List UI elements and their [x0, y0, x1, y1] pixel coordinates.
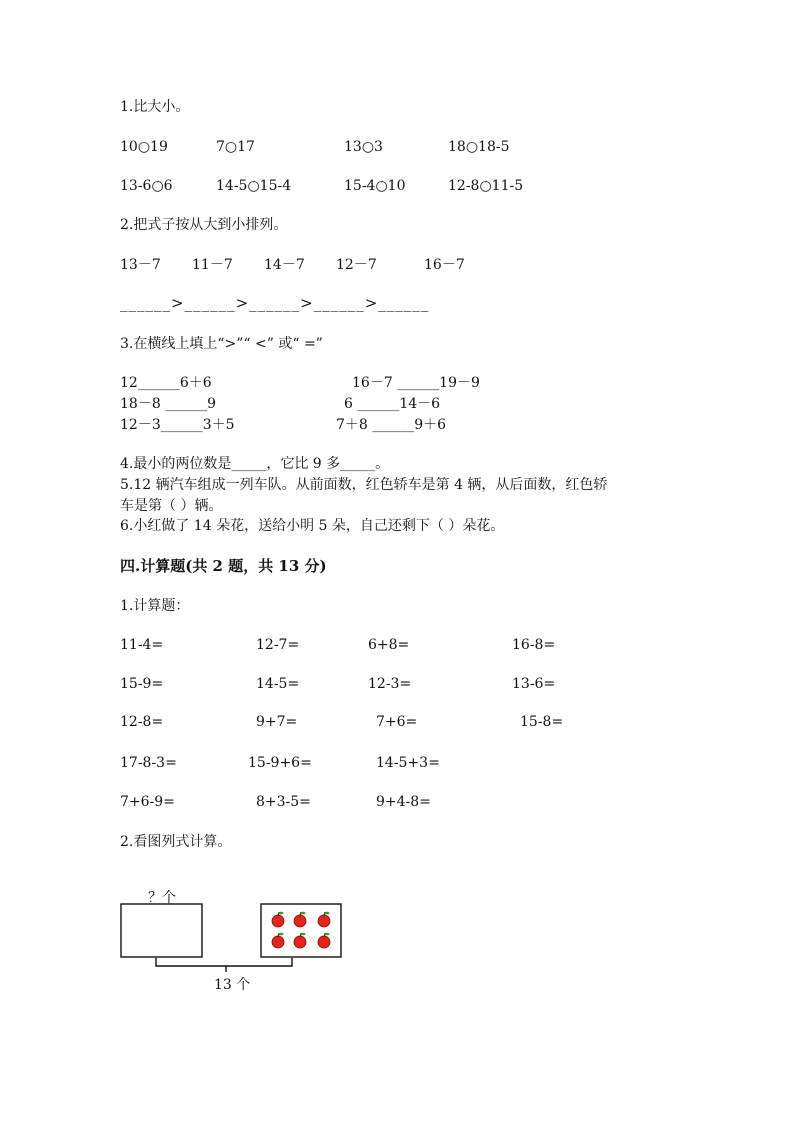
q3-left-item: 12－3______3＋5: [120, 417, 235, 433]
q1-item: 7○17: [216, 139, 255, 155]
q3-right-item: 6 ______14－6: [344, 396, 441, 412]
q5-line2: 车是第（ ）辆。: [120, 498, 223, 514]
q2-expr: 14－7: [264, 257, 305, 273]
calc-item: 15-9=: [120, 676, 164, 692]
q2-expr: 12－7: [336, 257, 377, 273]
apple-group: [272, 912, 330, 948]
calc-item: 15-9+6=: [248, 755, 312, 771]
q3-left-item: 18－8 ______9: [120, 396, 217, 412]
calc-item: 12-8=: [120, 714, 164, 730]
calc-item: 9+4-8=: [376, 794, 431, 810]
q5-line1: 5.12 辆汽车组成一列车队。从前面数，红色轿车是第 4 辆，从后面数，红色轿: [120, 477, 608, 493]
q1-item: 14-5○15-4: [216, 178, 292, 194]
q2-answer-line: ______>______>______>______>______: [120, 294, 430, 312]
q6-text: 6.小红做了 14 朵花，送给小明 5 朵，自己还剩下（ ）朵花。: [120, 518, 505, 534]
q2-expr: 11－7: [192, 257, 233, 273]
calc-item: 11-4=: [120, 637, 164, 653]
calc-item: 15-8=: [520, 714, 564, 730]
section-heading: 四.计算题(共 2 题，共 13 分): [120, 557, 327, 575]
q2-expr: 16－7: [424, 257, 465, 273]
apple-box: [261, 904, 341, 957]
calc-item: 12-3=: [368, 676, 412, 692]
apple-icon: [294, 933, 306, 948]
q1-item: 18○18-5: [448, 139, 510, 155]
q3-left-item: 12______6＋6: [120, 375, 212, 391]
calc-item: 16-8=: [512, 637, 556, 653]
unknown-count-label: ？个: [148, 890, 176, 906]
q3-right-item: 16－7 ______19－9: [352, 375, 480, 391]
empty-box: [121, 904, 202, 957]
q1-item: 12-8○11-5: [448, 178, 524, 194]
calc-item: 14-5+3=: [376, 755, 440, 771]
calc-item: 13-6=: [512, 676, 556, 692]
calc-item: 9+7=: [256, 714, 298, 730]
q3-title: 3.在横线上填上“>”“ <” 或“ =”: [120, 336, 323, 352]
calc-item: 17-8-3=: [120, 755, 177, 771]
q2-title: 2.把式子按从大到小排列。: [120, 217, 288, 233]
calc-item: 7+6-9=: [120, 794, 175, 810]
calc-item: 7+6=: [376, 714, 418, 730]
calc-item: 6+8=: [368, 637, 410, 653]
q1-item: 15-4○10: [344, 178, 406, 194]
calc2-title: 2.看图列式计算。: [120, 834, 232, 850]
total-count-label: 13 个: [214, 977, 251, 993]
apple-icon: [318, 933, 330, 948]
apple-icon: [294, 912, 306, 927]
q1-item: 13○3: [344, 139, 383, 155]
q3-right-item: 7＋8 ______9＋6: [336, 417, 447, 433]
apple-icon: [272, 912, 284, 927]
calc-item: 12-7=: [256, 637, 300, 653]
calc-item: 8+3-5=: [256, 794, 311, 810]
q1-title: 1.比大小。: [120, 99, 190, 115]
calc1-title: 1.计算题：: [120, 598, 190, 614]
apple-icon: [318, 912, 330, 927]
calc-item: 14-5=: [256, 676, 300, 692]
q1-item: 10○19: [120, 139, 168, 155]
q4-text: 4.最小的两位数是_____，它比 9 多_____。: [120, 456, 390, 472]
q2-expr: 13－7: [120, 257, 161, 273]
apple-icon: [272, 933, 284, 948]
total-bracket: [156, 958, 292, 972]
q1-item: 13-6○6: [120, 178, 173, 194]
